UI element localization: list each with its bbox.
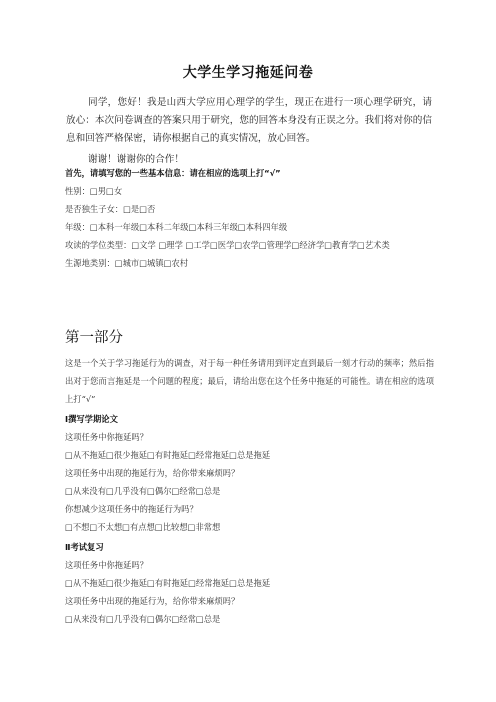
gender-question: 性别：□男□女 [65, 186, 123, 196]
page-title: 大学生学习拖延问卷 [182, 65, 314, 81]
question-line: 这项任务中出现的拖延行为，给你带来麻烦吗？ [65, 468, 240, 478]
only-child-question: 是否独生子女：□是□否 [65, 204, 156, 214]
question-line: 这项任务中你拖延吗？ [65, 432, 148, 442]
basic-info-heading: 首先，请填写您的一些基本信息：请在相应的选项上打“√” [65, 168, 281, 178]
question-line: 这项任务中你拖延吗？ [65, 560, 148, 570]
options-line: □从来没有□几乎没有□偶尔□经常□总是 [65, 614, 221, 624]
major-question: 攻读的学位类型：□文学 □理学 □工学□医学□农学□管理学□经济学□教育学□艺术类 [65, 240, 390, 250]
intro-text: 同学，您好！我是山西大学应用心理学的学生，现正在进行一项心理学研究，请放心：本次问卷调查的答案只用于研究，您的回答本身没有正误之分。我们将对你的信息和回答严格保密，请你根据自己的真实情况，放心回答。 [66, 97, 432, 144]
options-line: □不想□不太想□有点想□比较想□非常想 [65, 522, 221, 532]
origin-question: 生源地类别：□城市□城镇□农村 [65, 258, 189, 268]
question-line: 这项任务中出现的拖延行为，给你带来麻烦吗？ [65, 596, 240, 606]
options-line: □从来没有□几乎没有□偶尔□经常□总是 [65, 486, 221, 496]
part1-description: 这是一个关于学习拖延行为的调查，对于每一种任务请用到评定直到最后一刻才行动的频率；然后指出对于您而言拖延是一个问题的程度；最后，请给出您在这个任务中拖延的可能性。请在相应的选项上打“√” [65, 358, 434, 404]
intro-paragraph [66, 94, 432, 148]
options-line: □从不拖延□很少拖延□有时拖延□经常拖延□总是拖延 [65, 450, 271, 460]
thanks-line: 谢谢！谢谢你的合作！ [88, 154, 184, 165]
section-heading: Ⅰ撰写学期论文 [65, 414, 118, 424]
question-line: 你想减少这项任务中的拖延行为吗？ [65, 504, 198, 514]
part1-title: 第一部分 [65, 330, 123, 346]
section-heading: Ⅱ考试复习 [65, 542, 104, 552]
options-line: □从不拖延□很少拖延□有时拖延□经常拖延□总是拖延 [65, 578, 271, 588]
grade-question: 年级：□本科一年级□本科二年级□本科三年级□本科四年级 [65, 222, 288, 232]
